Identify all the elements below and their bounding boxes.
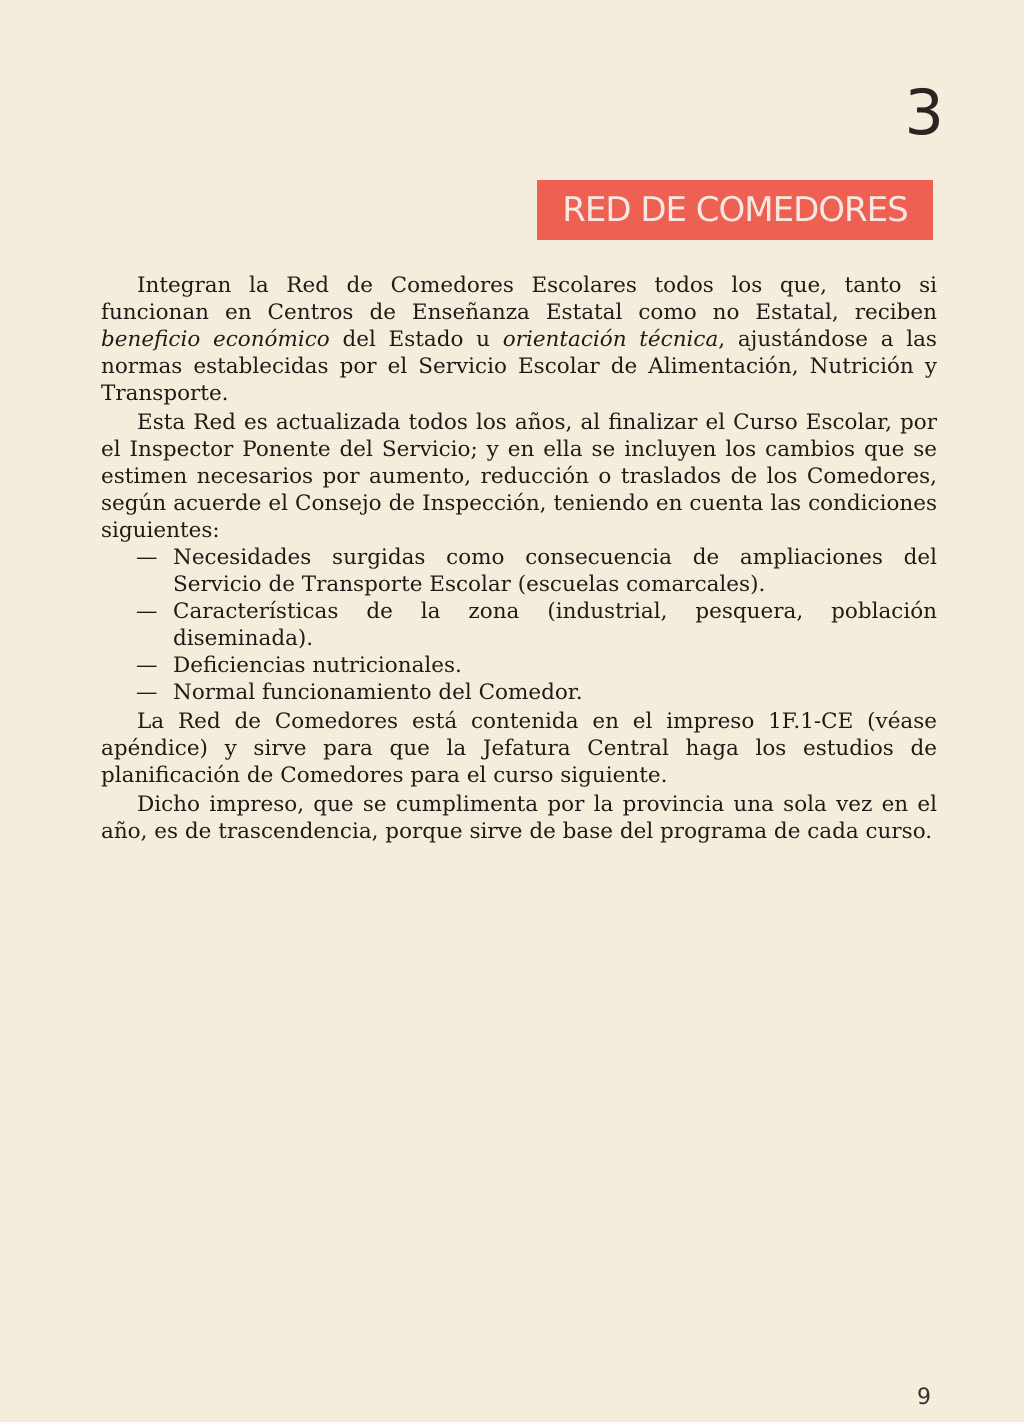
list-dash: —: [136, 680, 158, 705]
paragraph-1-italic-b: orientación técnica: [502, 327, 719, 352]
paragraph-1: [101, 272, 937, 407]
paragraph-3: La Red de Comedores está contenida en el impreso 1F.1-CE (véase apéndice) y sirve para que la Jefatura Central haga los estudios de planificación de Comedores para el curso siguiente.: [101, 709, 937, 788]
list-item: [101, 598, 937, 652]
paragraph-2: Esta Red es actualizada todos los años, al finalizar el Curso Escolar, por el Inspector Ponente del Servicio; y en ella se incluyen los cambios que se estimen necesarios por aumento, reducción o traslados de los Comedores, según acuerde el Consejo de Inspección, teniendo en cuenta las condiciones siguientes:: [101, 410, 937, 543]
list-dash: —: [136, 599, 158, 624]
list-dash: —: [136, 653, 158, 678]
paragraph-1-italic-a: beneficio económico: [101, 327, 330, 352]
list-item-text: Normal funcionamiento del Comedor.: [173, 680, 583, 705]
chapter-number: 3: [904, 76, 944, 149]
page-number: 9: [917, 1385, 931, 1410]
list-dash: —: [136, 545, 158, 570]
body-text: [101, 272, 937, 845]
list-item-text: Características de la zona (industrial, pesquera, población diseminada).: [173, 599, 937, 651]
paragraph-1-text-a: Integran la Red de Comedores Escolares todos los que, tanto si funcionan en Centros de Enseñanza Estatal como no Estatal, reciben: [101, 273, 937, 325]
section-banner: [537, 180, 933, 240]
paragraph-1-text-b: del Estado u: [329, 327, 503, 352]
list-item: [101, 544, 937, 598]
conditions-list: [101, 544, 937, 706]
paragraph-1-text-c: , ajustándose a las normas establecidas por el Servicio Escolar de Alimentación, Nutrición y Transporte.: [101, 327, 937, 406]
section-title: RED DE COMEDORES: [562, 190, 908, 230]
list-item-text: Deficiencias nutricionales.: [173, 653, 462, 678]
list-item: [101, 679, 937, 706]
list-item-text: Necesidades surgidas como consecuencia de ampliaciones del Servicio de Transporte Escolar (escuelas comarcales).: [173, 545, 937, 597]
paragraph-4: Dicho impreso, que se cumplimenta por la provincia una sola vez en el año, es de trascendencia, porque sirve de base del programa de cada curso.: [101, 792, 937, 844]
list-item: [101, 652, 937, 679]
